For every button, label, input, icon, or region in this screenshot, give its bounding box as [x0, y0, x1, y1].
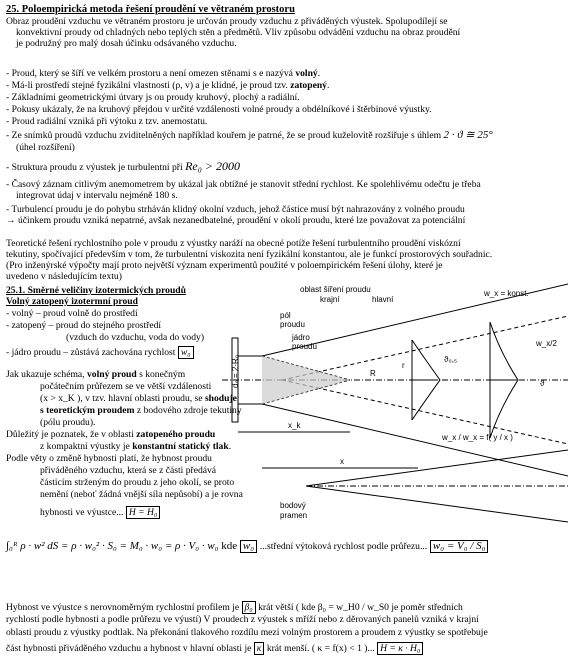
final-line-4: část hybnosti přiváděného vzduchu a hybnost v hlavní oblasti je κ krát menší. ( κ = f(x) < 1 )... H = κ · H₀	[6, 642, 423, 655]
final-line-3: oblasti proudu z výustky podtlak. Na překonání tlakového rozdílu mezi volným prostorem a proudem z výustky se spotřebuje	[6, 627, 488, 638]
label-r: r	[402, 361, 405, 370]
section-title: 25.1. Směrné veličiny izotermických proudů	[6, 285, 186, 296]
page-title: 25. Poloempirická metoda řešení proudění ve větraném prostoru	[6, 4, 295, 15]
scheme-line-8: Podle věty o změně hybnosti platí, že hybnost proudu	[6, 453, 212, 464]
scheme-line-3: (x > x_K ), v tzv. hlavní oblasti proudu, se shoduje	[40, 393, 237, 404]
sec-item-1: - volný – proud volně do prostředí	[6, 308, 138, 319]
sec-item-4: - jádro proudu – zůstává zachována rychlost w₀	[6, 346, 194, 359]
intro-line-1: Obraz proudění vzduchu ve větraném prostoru je určován proudy vzduchu z přiváděných výustek. Spolupodílejí se	[6, 16, 448, 27]
label-wx2: w_x/2	[536, 339, 557, 348]
label-proudu: proudu	[280, 320, 305, 329]
bullet-5: - Proud radiální vzniká při výtoku z tzv. anemostatu.	[6, 116, 208, 127]
bullet-3: - Základními geometrickými útvary js ou proudy kruhový, plochý a radiální.	[6, 92, 300, 103]
bullet-2: - Má-li prostředí stejné fyzikální vlastnosti (ρ, v) a je klidné, je proud tzv. zatopený.	[6, 80, 330, 91]
scheme-line-9: přiváděného vzduchu, která se z části předává	[40, 465, 217, 476]
sec-item-2: - zatopený – proud do stejného prostředí	[6, 320, 162, 331]
turbulence-line-2: → účinkem proudu vzniká nepatrné, avšak nezanedbatelné, proudění v okolí proudu, které lze považovat za potenciální	[6, 215, 466, 226]
section-subtitle: Volný zatopený izotermní proud	[6, 296, 138, 307]
sec-item-3: (vzduch do vzduchu, voda do vody)	[66, 332, 205, 343]
theory-line-3: (Pro inženýrské výpočty mají proto největší význam experimentů použité v poloempirickém řešení úlohy, které je	[6, 260, 443, 271]
label-f: w_x / w_x = f( y / x )	[442, 433, 513, 442]
scheme-line-7: z kompaktní výustky je konstantní statický tlak.	[40, 441, 232, 452]
turbulence-line-1: - Turbulencí proudu je do pohybu strháván klidný okolní vzduch, jehož částice musí být nahrazovány z volného proudu	[6, 204, 465, 215]
structure-line: - Struktura proudu z výustek je turbulentní při Re₀ > 2000	[6, 159, 240, 173]
scheme-line-6: Důležitý je poznatek, že v oblasti zatopeného proudu	[6, 429, 216, 440]
label-hlavni: hlavní	[372, 295, 394, 304]
scheme-line-11: nemění (neboť žádná vnější síla nepůsobí) a je rovna	[40, 489, 243, 500]
label-pramen: pramen	[280, 511, 308, 520]
integral-line: ∫₀ᴿ ρ · w² dS = ρ · w₀² · S₀ = M₀ · w₀ = ρ · V₀ · w₀ kde w₀ ...střední výtoková rychlost podle průřezu... w₀ = V₀ / S₀	[6, 540, 488, 553]
timeline-line-2: integrovat údaj v intervalu nejméně 180 s.	[16, 190, 178, 201]
final-line-1: Hybnost ve výustce s nerovnoměrným rychlostní profilem je β₀ krát větší ( kde β₀ = w_H0 / w_S0 je poměr středních	[6, 602, 463, 613]
theory-line-4: uvedeno v následujícím textu)	[6, 271, 122, 282]
scheme-line-1: Jak ukazuje schéma, volný proud s konečným	[6, 369, 186, 380]
label-theta: ϑ₀,₅	[444, 355, 458, 364]
label-wx-konst: w_x = konst.	[484, 289, 529, 298]
label-x: x	[340, 457, 344, 466]
label-oblast: oblast šíření proudu	[300, 285, 371, 294]
jet-diagram	[222, 282, 568, 526]
bullet-4: - Pokusy ukázaly, že na kruhový přejdou v určité vzdálenosti volné proudy a obdélníkové i štěrbinové výustky.	[6, 104, 432, 115]
label-pol: pól	[280, 311, 291, 320]
label-jadro: jádro	[292, 333, 310, 342]
label-bodovy: bodový	[280, 501, 306, 510]
timeline-line-1: - Časový záznam citlivým anemometrem by ukázal jak obtížné je stanovit střední rychlost. Ke spolehlivému odečtu je třeba	[6, 179, 481, 190]
hybnost-line: hybnosti ve výustce... H = H₀	[40, 506, 160, 519]
scheme-line-4: s teoretickým proudem z bodového zdroje tekutiny	[40, 405, 242, 416]
label-theta2: ϑ	[540, 379, 545, 388]
bullet-1: - Proud, který se šíří ve velkém prostoru a není omezen stěnami s e nazývá volný.	[6, 68, 321, 79]
theory-line-2: tekutiny, spočívající především v tom, že turbulentní viskozita není fyzikální konstantou, ale je funkcí prostorových souřadnic.	[6, 249, 493, 260]
snapshot-line-2: (úhel rozšíření)	[16, 142, 75, 153]
label-jadro2: proudu	[292, 342, 317, 351]
label-krajni: krajní	[320, 295, 340, 304]
scheme-line-2: počátečním průřezem se ve větší vzdálenosti	[40, 381, 212, 392]
scheme-line-10: částicím strženým do proudu z jeho okolí, se proto	[40, 477, 235, 488]
final-line-2: rychlostí podle hybnosti a podle průřezu ve výustí) V proudech z výustek s mříží nebo z děrovaných panelů vzniká v krajní	[6, 614, 479, 625]
label-R: R	[370, 369, 376, 378]
label-d: d₀ = 2·R₀	[231, 354, 240, 388]
theory-line-1: Teoretické řešení rychlostního pole v proudu z výustky naráží na obecné potíže řešení turbulentního proudění viskózní	[6, 238, 461, 249]
label-xk: x_k	[288, 421, 301, 430]
snapshot-line: - Ze snímků proudů vzduchu zviditelněných například kouřem je patrné, že se proud kuželovitě rozšiřuje s úhlem 2 · ϑ ≅ 25°	[6, 129, 493, 141]
intro-line-3: je podružný pro malý dosah účinku odsávaného vzduchu.	[16, 38, 237, 49]
scheme-line-5: (pólu proudu).	[40, 417, 96, 428]
intro-line-2: konvektivní proudy od chladných nebo teplých stěn a předmětů. Vliv způsobu odvádění vzduchu na obraz proudění	[16, 27, 461, 38]
